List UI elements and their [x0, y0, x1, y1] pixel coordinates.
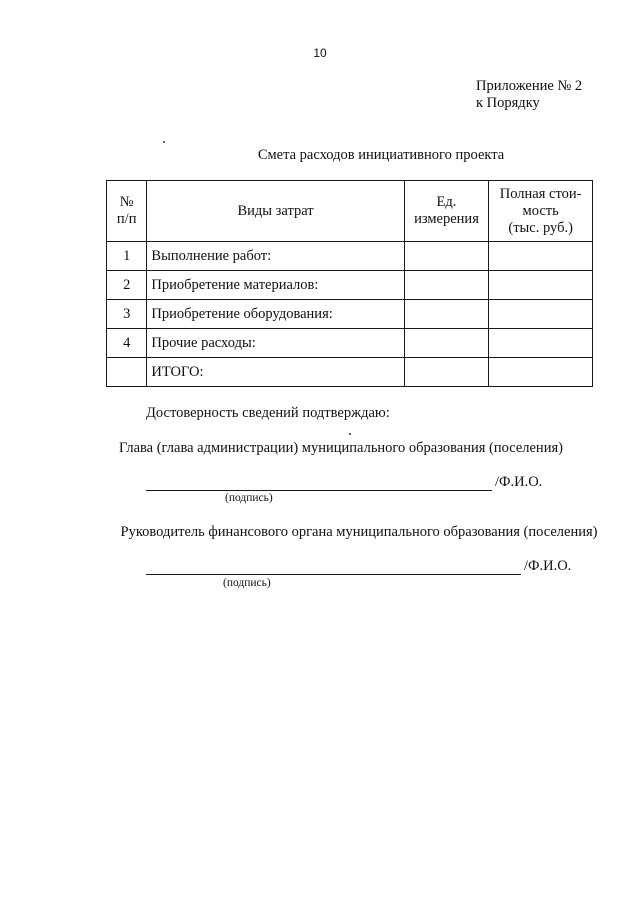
header-total-cost [489, 181, 593, 242]
header-cost-line-1: Полная стои- [499, 185, 582, 202]
finance-signature-caption: (подпись) [223, 577, 271, 589]
row-cost [489, 271, 593, 300]
row-cost [489, 329, 593, 358]
finance-fio-label: /Ф.И.О. [524, 558, 572, 574]
row-unit [404, 358, 489, 387]
row-cost [489, 300, 593, 329]
row-cost-type: Выполнение работ: [147, 242, 404, 271]
estimate-table [106, 180, 593, 387]
table-header-row [107, 181, 593, 242]
table-total-row [107, 358, 593, 387]
appendix-line-1: Приложение № 2 [476, 78, 583, 94]
row-number: 1 [107, 242, 147, 271]
row-unit [404, 271, 489, 300]
row-number: 4 [107, 329, 147, 358]
scan-speck [163, 141, 165, 143]
row-total-label: ИТОГО: [147, 358, 404, 387]
header-cost-type: Виды затрат [147, 181, 404, 242]
row-cost [489, 242, 593, 271]
row-cost [489, 358, 593, 387]
head-signature-line [146, 490, 492, 491]
head-signatory-title: Глава (глава администрации) муниципального образования (поселения) [119, 440, 563, 456]
row-cost-type: Прочие расходы: [147, 329, 404, 358]
row-number: 2 [107, 271, 147, 300]
head-signature-caption: (подпись) [225, 492, 273, 504]
appendix-reference [476, 78, 582, 112]
finance-signature-line [146, 574, 521, 575]
header-unit-line-2: измерения [414, 211, 479, 227]
row-number: 3 [107, 300, 147, 329]
header-cost-line-2: мость [522, 202, 559, 219]
header-unit [404, 181, 489, 242]
header-number-line-1: № [119, 194, 134, 210]
table-row [107, 242, 593, 271]
header-number-line-2: п/п [116, 211, 137, 227]
document-title: Смета расходов инициативного проекта [257, 147, 505, 163]
row-unit [404, 242, 489, 271]
table-row [107, 329, 593, 358]
header-unit-line-1: Ед. [436, 194, 457, 210]
appendix-line-2: к Порядку [476, 95, 540, 111]
confirmation-text: Достоверность сведений подтверждаю: [146, 405, 390, 421]
finance-signatory-title: Руководитель финансового органа муниципального образования (поселения) [120, 524, 598, 540]
row-unit [404, 329, 489, 358]
header-number [107, 181, 147, 242]
scan-speck [349, 433, 351, 435]
row-cost-type: Приобретение материалов: [147, 271, 404, 300]
row-cost-type: Приобретение оборудования: [147, 300, 404, 329]
table-row [107, 300, 593, 329]
header-cost-line-3: (тыс. руб.) [508, 219, 573, 236]
head-fio-label: /Ф.И.О. [495, 474, 543, 490]
row-unit [404, 300, 489, 329]
row-number [107, 358, 147, 387]
table-row [107, 271, 593, 300]
page-number: 10 [313, 46, 327, 60]
